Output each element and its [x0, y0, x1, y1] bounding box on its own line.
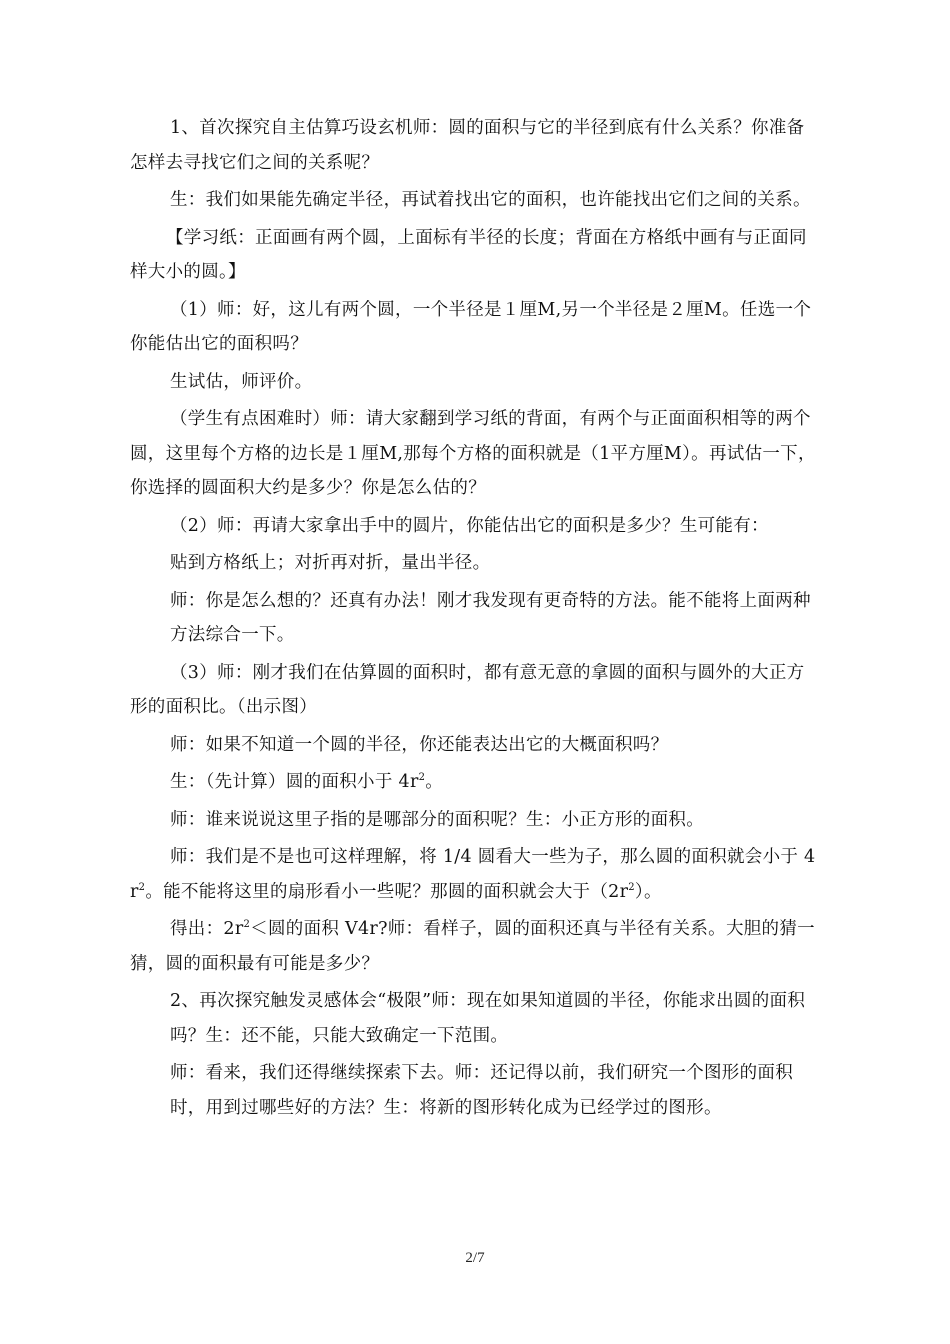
superscript: 2 — [138, 881, 146, 893]
paragraph-14-text-a: 师：我们是不是也可这样理解，将 1/4 圆看大一些为子，那么圆的面积就会小于 4r — [130, 847, 816, 902]
paragraph-8: 贴到方格纸上；对折再对折，量出半径。 — [170, 553, 491, 573]
page-number: 2/7 — [465, 1250, 485, 1266]
paragraph-3: 【学习纸：正面画有两个圆，上面标有半径的长度；背面在方格纸中画有与正面同样大小的圆。】 — [130, 227, 807, 282]
paragraph-5: 生试估，师评价。 — [170, 371, 313, 392]
paragraph-14 — [130, 840, 820, 909]
paragraph-1: 1、首次探究自主估算巧设玄机师：圆的面积与它的半径到底有什么关系？你准备怎样去寻找它们之间的关系呢？ — [130, 118, 805, 173]
paragraph-14-text-b: 。能不能将这里的扇形看小一些呢？那圆的面积就会大于（2r — [145, 881, 629, 902]
paragraph-6: （学生有点困难时）师：请大家翻到学习纸的背面，有两个与正面面积相等的两个圆，这里每个方格的边长是１厘M,那每个方格的面积就是（1平方厘M）。再试估一下，你选择的圆面积大约是多少？你是怎么估的？ — [130, 409, 816, 498]
paragraph-17: 师：看来，我们还得继续探索下去。师：还记得以前，我们研究一个图形的面积时，用到过哪些好的方法？生：将新的图形转化成为已经学过的图形。 — [170, 1063, 793, 1118]
paragraph-16: 2、再次探究触发灵感体会“极限”师：现在如果知道圆的半径，你能求出圆的面积吗？生：还不能，只能大致确定一下范围。 — [170, 991, 806, 1046]
paragraph-11: 师：如果不知道一个圆的半径，你还能表达出它的大概面积吗？ — [170, 734, 669, 755]
paragraph-4: （1）师：好，这儿有两个圆，一个半径是１厘M,另一个半径是２厘M。任选一个你能估出它的面积吗？ — [130, 299, 812, 354]
document-body — [130, 111, 820, 1128]
paragraph-14-text-c: ）。 — [634, 881, 662, 902]
paragraph-15 — [130, 912, 820, 981]
paragraph-15-text-b: ＜圆的面积 V4r?师：看样子，圆的面积还真与半径有关系。大胆的猜一猜，圆的面积最有可能是多少？ — [130, 919, 815, 974]
paragraph-12-text-a: 生：（先计算）圆的面积小于 4r — [170, 772, 419, 792]
paragraph-10: （3）师：刚才我们在估算圆的面积时，都有意无意的拿圆的面积与圆外的大正方形的面积比。（出示图） — [130, 662, 805, 717]
paragraph-7: （2）师：再请大家拿出手中的圆片，你能估出它的面积是多少？生可能有： — [170, 515, 769, 536]
superscript: 2 — [243, 919, 251, 930]
paragraph-9: 师：你是怎么想的？还真有办法！刚才我发现有更奇特的方法。能不能将上面两种方法综合一下。 — [170, 590, 811, 645]
paragraph-12 — [130, 765, 820, 800]
paragraph-12-text-b: 。 — [425, 772, 444, 792]
paragraph-13: 师：谁来说说这里子指的是哪部分的面积呢？生：小正方形的面积。 — [170, 809, 704, 830]
paragraph-2: 生：我们如果能先确定半径，再试着找出它的面积，也许能找出它们之间的关系。 — [170, 190, 811, 210]
paragraph-15-text-a: 得出：2r — [170, 919, 244, 939]
superscript: 2 — [628, 881, 635, 893]
superscript: 2 — [418, 772, 426, 783]
